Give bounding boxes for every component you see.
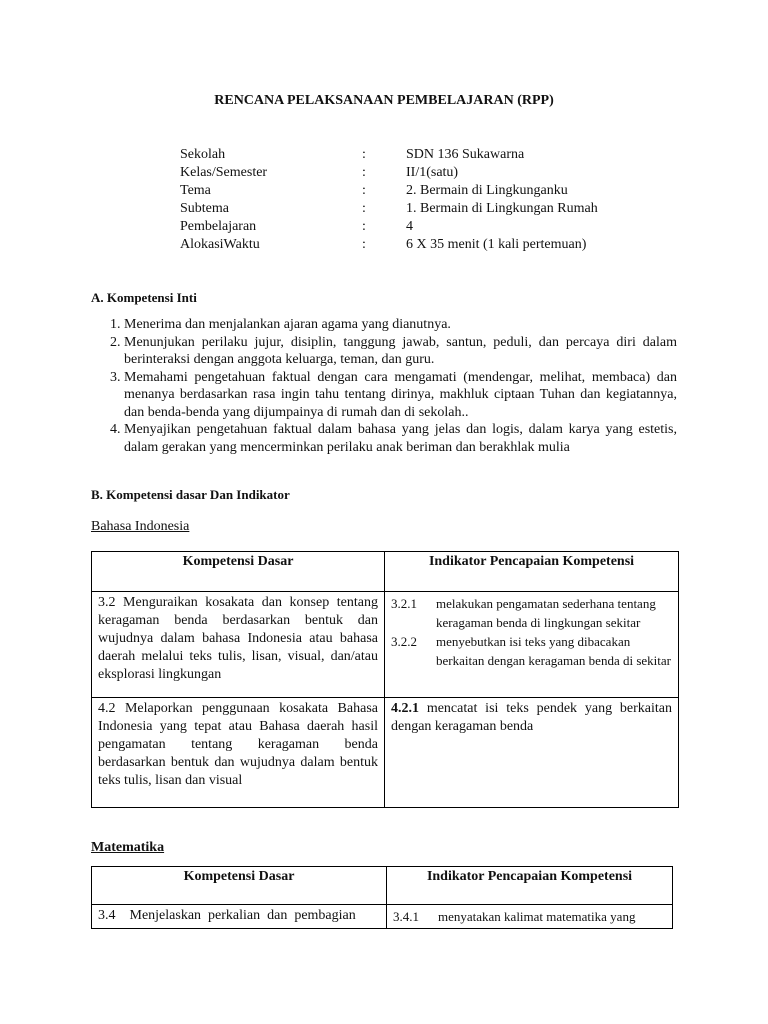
indicator-list	[393, 907, 666, 926]
indicator-item	[391, 594, 672, 632]
document-title: RENCANA PELAKSANAAN PEMBELAJARAN (RPP)	[214, 93, 554, 108]
kd-cell	[92, 698, 385, 808]
indicator-item	[391, 632, 672, 670]
indicator-number: 3.2.1	[391, 596, 417, 611]
bahasa-indonesia-table	[91, 551, 679, 808]
info-row-pembelajaran	[180, 218, 620, 236]
info-row-sekolah	[180, 146, 620, 164]
info-colon: :	[362, 165, 366, 180]
indicator-number: 3.2.2	[391, 634, 417, 649]
indicator-item	[393, 907, 666, 926]
column-header-indikator: Indikator Pencapaian Kompetensi	[387, 867, 673, 905]
indicator-text: menyatakan kalimat matematika yang	[438, 909, 636, 924]
table-row	[92, 905, 673, 929]
indicator-cell	[387, 905, 673, 929]
info-label: Kelas/Semester	[180, 165, 268, 180]
kd-text: 3.4 Menjelaskan perkalian dan pembagian	[98, 908, 356, 923]
column-header-kompetensi-dasar: Kompetensi Dasar	[92, 867, 387, 905]
info-row-alokasi-waktu	[180, 236, 620, 254]
info-row-subtema	[180, 200, 620, 218]
info-colon: :	[362, 237, 366, 252]
column-header-kompetensi-dasar: Kompetensi Dasar	[92, 552, 385, 592]
list-item: 3. Memahami pengetahuan faktual dengan cara mengamati (mendengar, melihat, membaca) dan menanya berdasarkan rasa ingin tahu tentang dirinya, makhluk ciptaan Tuhan dan kegiatannya, dan benda-benda yang dijumpainya di rumah dan di sekolah..	[124, 369, 677, 422]
info-value: SDN 136 Sukawarna	[406, 147, 525, 162]
table-header-row	[92, 552, 679, 592]
kd-text: 4.2 Melaporkan penggunaan kosakata Bahasa Indonesia yang tepat atau Bahasa daerah hasil pengamatan tentang keragaman benda berdasarkan bentuk dan wujudnya dalam bentuk teks tulis, lisan dan visual	[98, 701, 378, 788]
info-value: 6 X 35 menit (1 kali pertemuan)	[406, 237, 587, 252]
info-value: II/1(satu)	[406, 165, 459, 180]
list-item: 1. Menerima dan menjalankan ajaran agama yang dianutnya.	[124, 316, 677, 334]
info-row-kelas	[180, 164, 620, 182]
section-b-heading: B. Kompetensi dasar Dan Indikator	[91, 487, 290, 502]
indicator-number: 3.4.1	[393, 909, 419, 924]
info-label: Tema	[180, 183, 211, 198]
info-value: 4	[406, 219, 413, 234]
info-label: Sekolah	[180, 147, 226, 162]
indicator-cell	[385, 592, 679, 698]
matematika-table	[91, 866, 673, 929]
kompetensi-inti-list	[91, 316, 677, 456]
info-colon: :	[362, 201, 366, 216]
info-value: 2. Bermain di Lingkunganku	[406, 183, 568, 198]
info-colon: :	[362, 147, 366, 162]
indicator-text: menyebutkan isi teks yang dibacakan berkaitan dengan keragaman benda di sekitar	[436, 634, 671, 668]
table-row	[92, 592, 679, 698]
info-label: AlokasiWaktu	[180, 237, 260, 252]
kd-text: 3.2 Menguraikan kosakata dan konsep tentang keragaman benda berdasarkan bentuk dan wujudnya dalam bahasa Indonesia atau bahasa daerah melalui teks tulis, lisan, visual, dan/atau eksplorasi lingkungan	[98, 595, 378, 682]
subject-bahasa-indonesia: Bahasa Indonesia	[91, 519, 190, 534]
table-header-row	[92, 867, 673, 905]
list-item: 2. Menunjukan perilaku jujur, disiplin, tanggung jawab, santun, peduli, dan percaya diri dalam berinteraksi dengan anggota keluarga, teman, dan guru.	[124, 334, 677, 369]
table-row	[92, 698, 679, 808]
info-label: Subtema	[180, 201, 229, 216]
indicator-text: melakukan pengamatan sederhana tentang keragaman benda di lingkungan sekitar	[436, 596, 656, 630]
indicator-list	[391, 594, 672, 670]
subject-matematika: Matematika	[91, 840, 165, 855]
identity-block	[180, 146, 620, 254]
info-label: Pembelajaran	[180, 219, 257, 234]
list-item: 4. Menyajikan pengetahuan faktual dalam bahasa yang jelas dan logis, dalam karya yang estetis, dalam gerakan yang mencerminkan perilaku anak beriman dan berakhlak mulia	[124, 421, 677, 456]
info-value: 1. Bermain di Lingkungan Rumah	[406, 201, 598, 216]
kd-cell	[92, 592, 385, 698]
indicator-cell	[385, 698, 679, 808]
info-row-tema	[180, 182, 620, 200]
info-colon: :	[362, 219, 366, 234]
indicator-number: 4.2.1	[391, 701, 419, 716]
kd-cell	[92, 905, 387, 929]
info-colon: :	[362, 183, 366, 198]
indicator-text: mencatat isi teks pendek yang berkaitan dengan keragaman benda	[391, 701, 672, 734]
section-a-heading: A. Kompetensi Inti	[91, 290, 197, 305]
column-header-indikator: Indikator Pencapaian Kompetensi	[385, 552, 679, 592]
indicator-text-block	[391, 700, 672, 736]
